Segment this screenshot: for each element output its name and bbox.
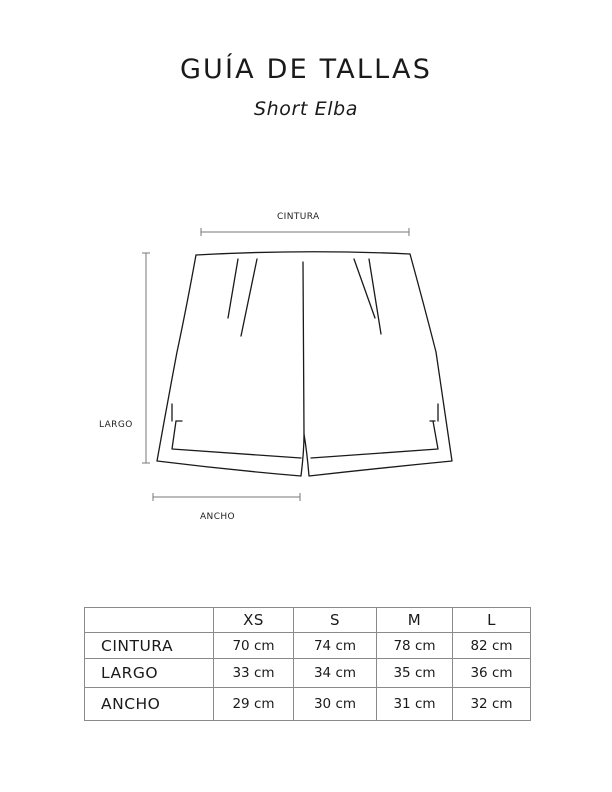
waist-label: CINTURA xyxy=(277,212,320,222)
table-cell: 82 cm xyxy=(453,633,531,659)
table-cell: 31 cm xyxy=(377,688,453,721)
shorts-outline xyxy=(157,252,452,476)
table-cell: 78 cm xyxy=(377,633,453,659)
table-cell: 32 cm xyxy=(453,688,531,721)
table-row xyxy=(85,688,531,721)
table-cell: 74 cm xyxy=(294,633,377,659)
size-header-s: S xyxy=(294,608,377,633)
size-header-xs: XS xyxy=(214,608,294,633)
table-cell: 34 cm xyxy=(294,659,377,688)
row-label-waist: CINTURA xyxy=(85,633,214,659)
waist-measure-line xyxy=(201,228,409,236)
table-cell: 29 cm xyxy=(214,688,294,721)
table-cell: 70 cm xyxy=(214,633,294,659)
table-cell: 36 cm xyxy=(453,659,531,688)
width-label: ANCHO xyxy=(200,512,236,522)
table-cell: 30 cm xyxy=(294,688,377,721)
product-name: Short Elba xyxy=(253,98,358,120)
size-header-row xyxy=(85,608,531,633)
page-title: GUÍA DE TALLAS xyxy=(179,54,433,85)
length-label: LARGO xyxy=(99,420,133,430)
length-measure-line xyxy=(142,253,150,463)
header-corner-cell xyxy=(85,608,214,633)
size-header-m: M xyxy=(377,608,453,633)
width-measure-line xyxy=(153,493,300,501)
size-header-l: L xyxy=(453,608,531,633)
table-cell: 33 cm xyxy=(214,659,294,688)
table-row xyxy=(85,633,531,659)
table-cell: 35 cm xyxy=(377,659,453,688)
size-table xyxy=(84,607,531,721)
row-label-length: LARGO xyxy=(85,659,214,688)
row-label-width: ANCHO xyxy=(85,688,214,721)
table-row xyxy=(85,659,531,688)
